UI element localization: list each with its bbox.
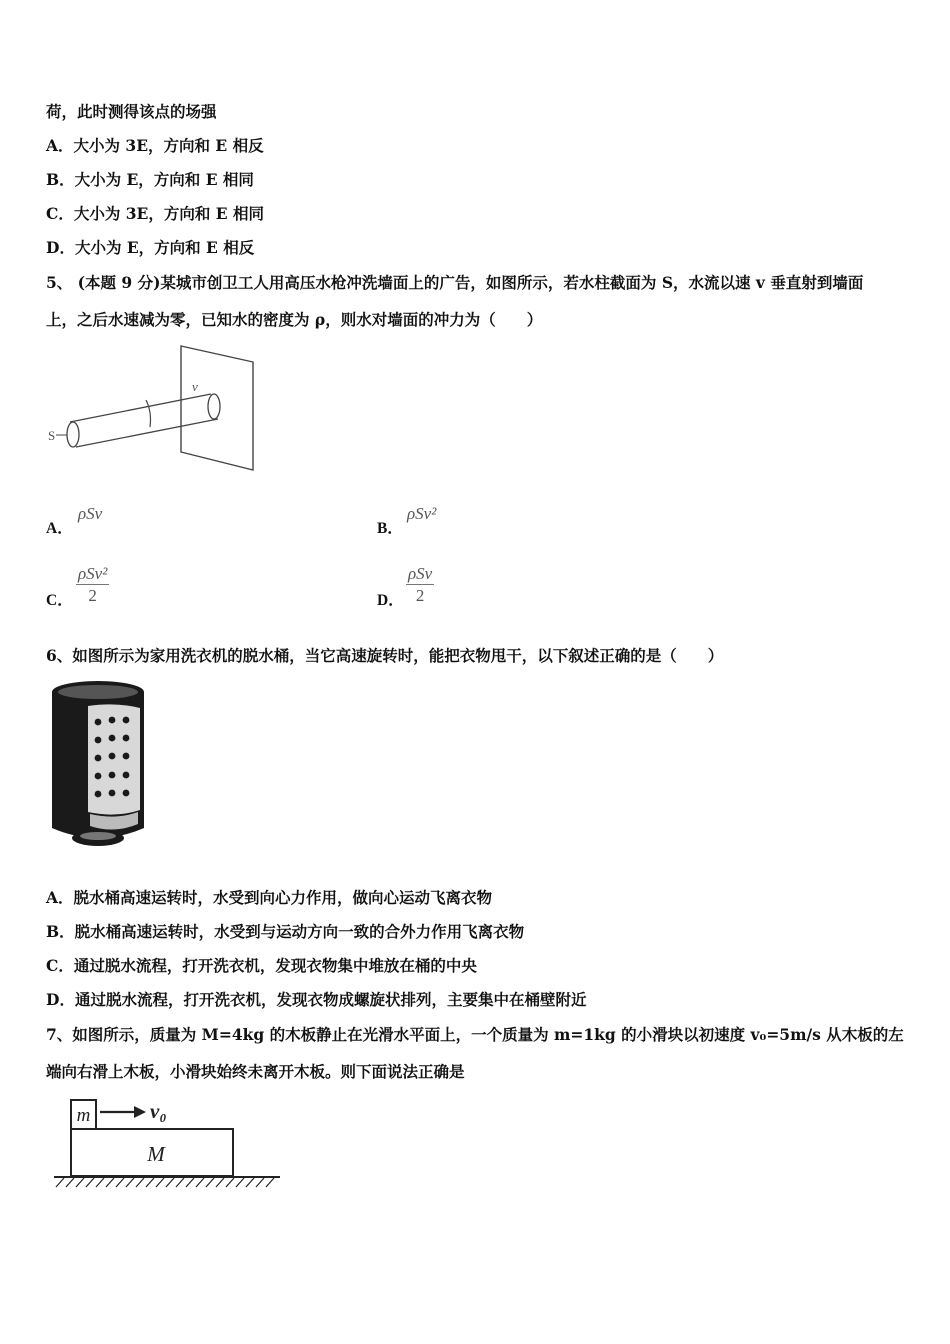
- q5-option-b-expr: ρSv²: [407, 504, 437, 523]
- q5-option-d-fraction: [406, 564, 434, 607]
- fig7-v0-label: v₀: [150, 1099, 167, 1123]
- q6-stem: 6、如图所示为家用洗衣机的脱水桶，当它高速旋转时，能把衣物甩干，以下叙述正确的是（ ）: [46, 646, 724, 665]
- q4-option-d: D．大小为 E，方向和 E 相反: [46, 238, 255, 257]
- q5-option-c-denominator: 2: [88, 586, 97, 605]
- q5-option-d-denominator: 2: [415, 586, 425, 605]
- q5-option-d-label: D．: [377, 592, 404, 609]
- water-gun-figure: [48, 344, 263, 474]
- q6-option-a: A．脱水桶高速运转时，水受到向心力作用，做向心运动飞离衣物: [46, 888, 493, 907]
- q5-option-c-label: C．: [46, 592, 73, 609]
- washer-drum-figure: [46, 678, 158, 854]
- q4-option-a: A．大小为 3E，方向和 E 相反: [46, 136, 264, 155]
- q6-option-b: B．脱水桶高速运转时，水受到与运动方向一致的合外力作用飞离衣物: [46, 922, 525, 941]
- q5-option-d-numerator: ρSv: [408, 564, 433, 583]
- fig7-M-label: M: [147, 1142, 165, 1166]
- q5-option-b-label: B．: [377, 520, 403, 537]
- q6-option-d: D．通过脱水流程，打开洗衣机，发现衣物成螺旋状排列，主要集中在桶壁附近: [46, 990, 587, 1009]
- q5-stem-line1: 5、 (本题 9 分)某城市创卫工人用高压水枪冲洗墙面上的广告，如图所示，若水柱截面为 S，水流以速 v 垂直射到墙面: [46, 273, 864, 292]
- q6-option-c: C．通过脱水流程，打开洗衣机，发现衣物集中堆放在桶的中央: [46, 956, 477, 975]
- fig5-s-label: S: [48, 428, 56, 443]
- q5-option-a-expr: ρSv: [78, 504, 103, 523]
- q5-stem-line2: 上，之后水速减为零，已知水的密度为 ρ，则水对墙面的冲力为（ ）: [46, 310, 543, 329]
- q7-stem-line1: 7、如图所示，质量为 M=4kg 的木板静止在光滑水平面上，一个质量为 m=1kg 的小滑块以初速度 v₀=5m/s 从木板的左: [46, 1025, 904, 1044]
- q7-stem-line2: 端向右滑上木板，小滑块始终未离开木板。则下面说法正确是: [46, 1062, 465, 1081]
- q5-option-c-numerator: ρSv²: [78, 564, 108, 583]
- q4-option-b: B．大小为 E，方向和 E 相同: [46, 170, 254, 189]
- q5-option-a-label: A．: [46, 520, 73, 537]
- fig7-m-label: m: [76, 1105, 91, 1126]
- fig5-v-label: v: [192, 379, 198, 394]
- q5-option-c-fraction: [76, 564, 109, 607]
- block-on-board-figure: [50, 1094, 285, 1194]
- text-line-continuation: 荷，此时测得该点的场强: [46, 102, 217, 121]
- q4-option-c: C．大小为 3E，方向和 E 相同: [46, 204, 264, 223]
